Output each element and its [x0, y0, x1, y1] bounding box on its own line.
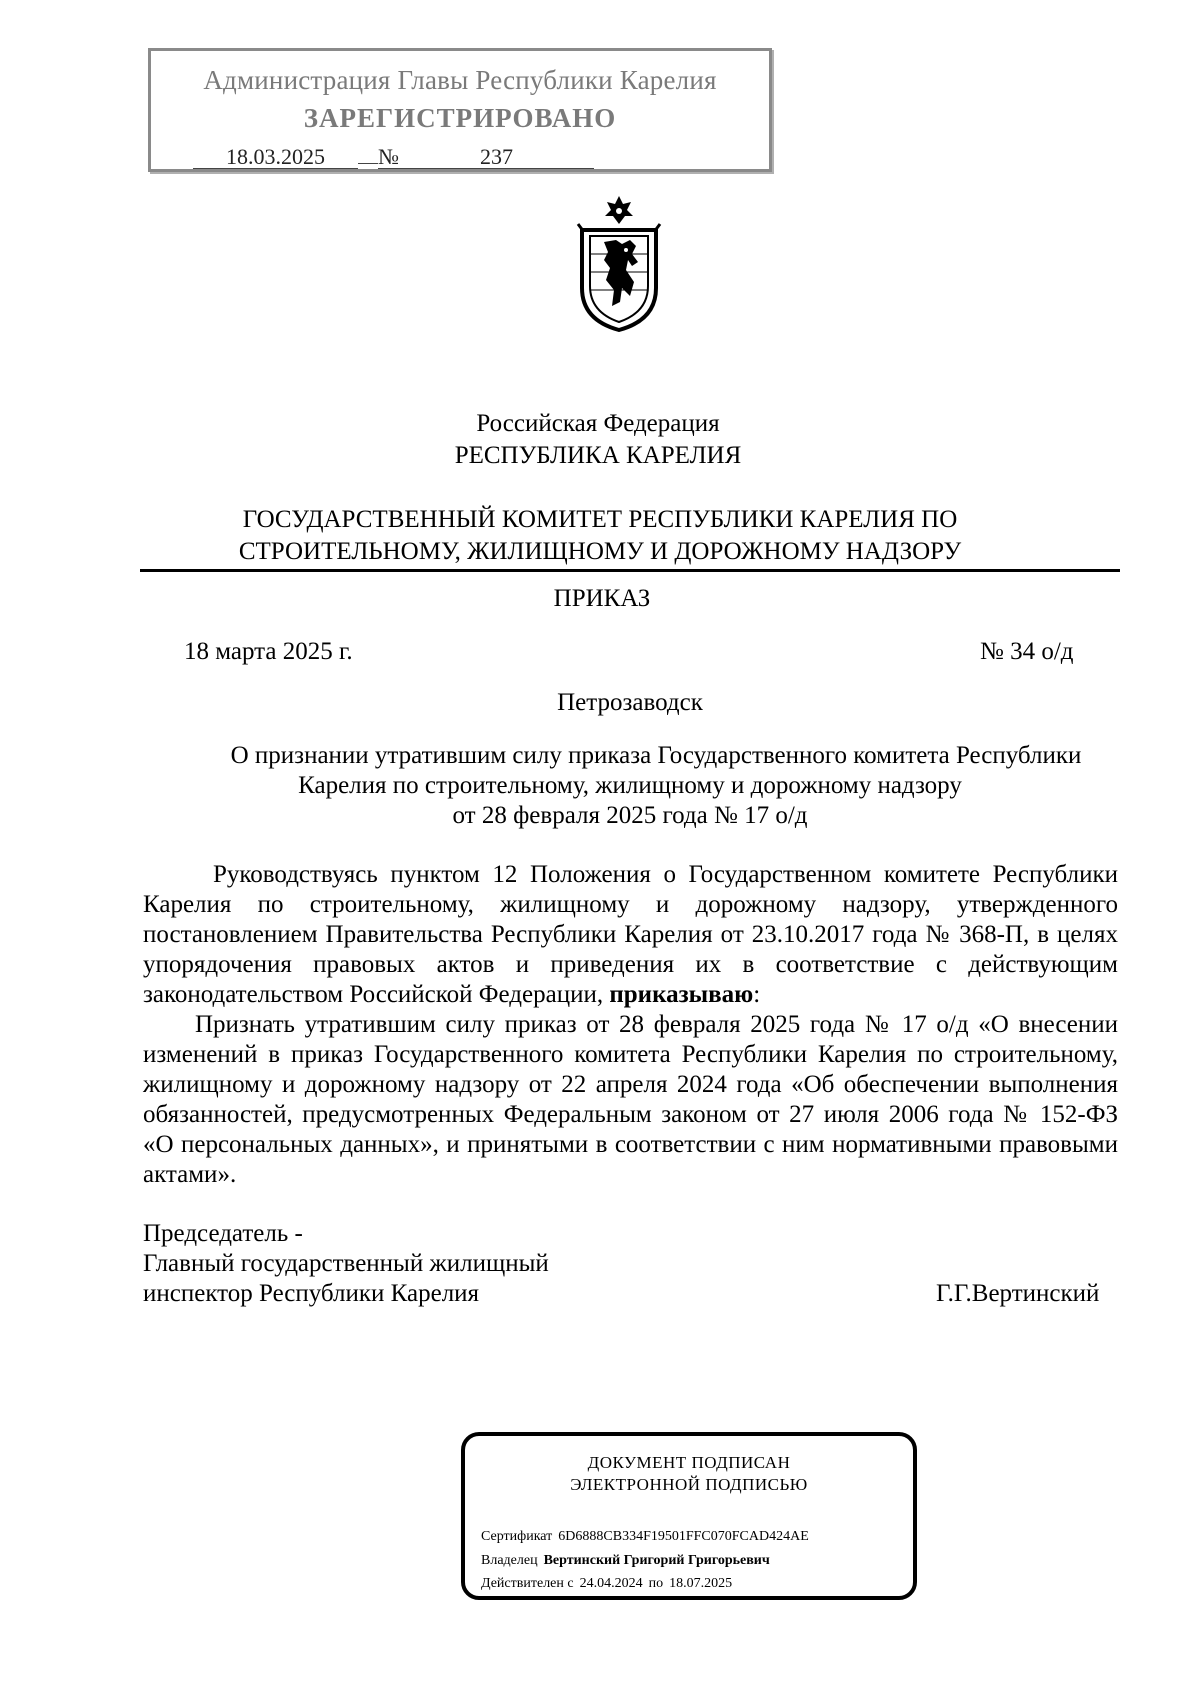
order-city: Петрозаводск	[557, 689, 703, 716]
order-verb: приказываю	[609, 981, 754, 1008]
esig-valid-to: 18.07.2025	[669, 1576, 733, 1591]
subject-line1: О признании утратившим силу приказа Государственного комитета Республики	[230, 742, 1082, 769]
esig-owner: Вертинский Григорий Григорьевич	[543, 1553, 770, 1568]
registration-organization: Администрация Главы Республики Карелия	[203, 65, 717, 95]
esig-certificate: 6D6888CB334F19501FFC070FCAD424AE	[558, 1529, 809, 1544]
body-paragraph-1-end: :	[753, 981, 761, 1008]
signatory-position	[143, 1219, 549, 1309]
country-name: Российская Федерация	[476, 410, 720, 437]
order-number: № 34 о/д	[980, 638, 1074, 665]
karelia-coat-of-arms-icon	[576, 196, 662, 332]
esig-valid-to-label: по	[648, 1576, 664, 1591]
position-line3: инспектор Республики Карелия	[143, 1280, 480, 1307]
committee-name-line2: СТРОИТЕЛЬНОМУ, ЖИЛИЩНОМУ И ДОРОЖНОМУ НАДЗОРУ	[238, 538, 962, 565]
subject-line2: Карелия по строительному, жилищному и дорожному надзору	[298, 772, 962, 799]
registration-date: 18.03.2025	[193, 146, 358, 169]
esig-owner-label: Владелец	[481, 1553, 538, 1568]
position-line2: Главный государственный жилищный	[143, 1250, 549, 1277]
registration-number-label: №	[378, 144, 399, 169]
esig-title	[465, 1452, 913, 1496]
body-paragraph-1	[143, 860, 1118, 1010]
body-paragraph-1-text: Руководствуясь пунктом 12 Положения о Государственном комитете Республики Карелия по строительному, жилищному и дорожному надзору, утвержденного постановлением Правительства Республики Карелия от 23.10.2017 года № 368-П, в целях упорядочения правовых актов и приведения их в соответствие с действующим законодательством Российской Федерации,	[143, 861, 1118, 1008]
registration-line	[193, 144, 594, 170]
position-line1: Председатель -	[143, 1220, 303, 1247]
header-divider	[140, 569, 1120, 572]
document-type: ПРИКАЗ	[553, 585, 651, 612]
committee-name-line1: ГОСУДАРСТВЕННЫЙ КОМИТЕТ РЕСПУБЛИКИ КАРЕЛИЯ ПО	[242, 506, 958, 533]
order-body	[143, 860, 1118, 1190]
esig-certificate-label: Сертификат	[481, 1529, 553, 1544]
registration-number: 237	[399, 146, 594, 169]
esig-validity-row	[481, 1576, 732, 1592]
body-paragraph-2: Признать утратившим силу приказ от 28 февраля 2025 года № 17 о/д «О внесении изменений в приказ Государственного комитета Республики Карелия по строительному, жилищному и дорожному надзору от 22 апреля 2024 года «Об обеспечении выполнения обязанностей, предусмотренных Федеральным законом от 27 июля 2006 года № 152-ФЗ «О персональных данных», и принятыми в соответствии с ним нормативными правовыми актами».	[143, 1011, 1118, 1188]
esig-certificate-row	[481, 1529, 809, 1545]
esig-valid-from: 24.04.2024	[579, 1576, 643, 1591]
esig-valid-label: Действителен с	[481, 1576, 574, 1591]
electronic-signature-stamp	[461, 1432, 917, 1600]
esig-title-line1: ДОКУМЕНТ ПОДПИСАН	[587, 1453, 791, 1472]
signatory-name: Г.Г.Вертинский	[936, 1280, 1100, 1307]
registration-status: ЗАРЕГИСТРИРОВАНО	[303, 103, 617, 133]
registration-stamp	[148, 48, 772, 172]
subject-line3: от 28 февраля 2025 года № 17 о/д	[452, 802, 808, 829]
republic-name: РЕСПУБЛИКА КАРЕЛИЯ	[454, 442, 742, 469]
esig-title-line2: ЭЛЕКТРОННОЙ ПОДПИСЬЮ	[570, 1475, 808, 1494]
esig-owner-row	[481, 1553, 770, 1569]
order-date: 18 марта 2025 г.	[184, 638, 353, 665]
star-icon	[605, 196, 633, 224]
